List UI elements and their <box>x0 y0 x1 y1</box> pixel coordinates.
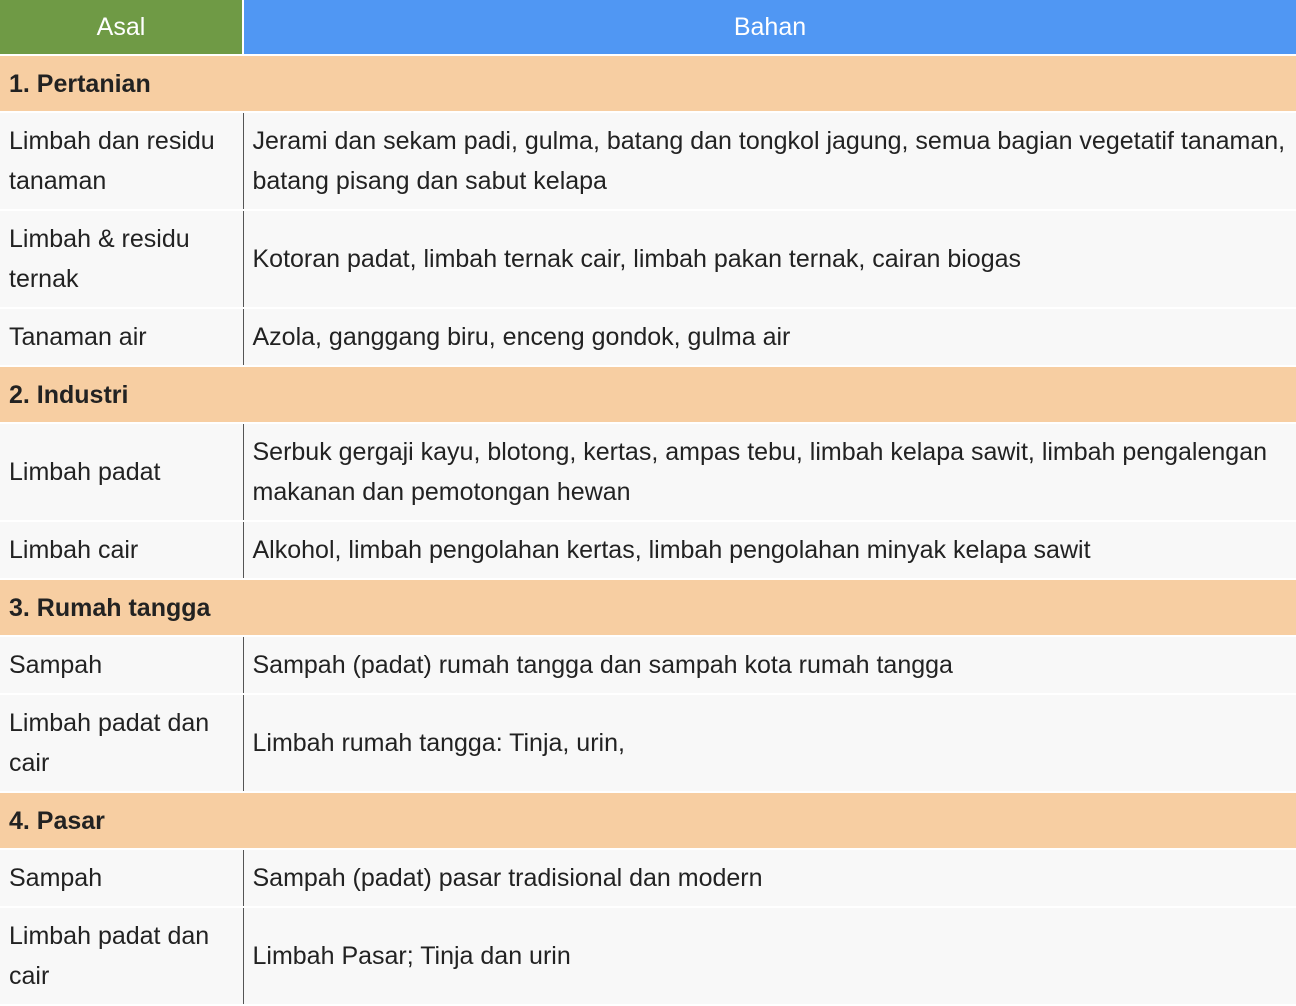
asal-cell: Tanaman air <box>0 308 243 366</box>
asal-cell: Limbah dan residu tanaman <box>0 112 243 210</box>
asal-cell: Sampah <box>0 636 243 694</box>
asal-cell: Limbah & residu ternak <box>0 210 243 308</box>
bahan-cell: Azola, ganggang biru, enceng gondok, gulma air <box>243 308 1296 366</box>
bahan-cell: Kotoran padat, limbah ternak cair, limbah pakan ternak, cairan biogas <box>243 210 1296 308</box>
bahan-cell: Alkohol, limbah pengolahan kertas, limbah pengolahan minyak kelapa sawit <box>243 521 1296 579</box>
table-row <box>0 849 1296 907</box>
table-row <box>0 308 1296 366</box>
category-title: 1. Pertanian <box>0 55 1296 112</box>
header-row <box>0 0 1296 55</box>
table-row <box>0 423 1296 521</box>
table-row <box>0 636 1296 694</box>
table-row <box>0 694 1296 792</box>
asal-cell: Limbah cair <box>0 521 243 579</box>
asal-cell: Limbah padat <box>0 423 243 521</box>
table-row <box>0 907 1296 1005</box>
table-row <box>0 521 1296 579</box>
asal-cell: Sampah <box>0 849 243 907</box>
category-title: 3. Rumah tangga <box>0 579 1296 636</box>
bahan-cell: Limbah rumah tangga: Tinja, urin, <box>243 694 1296 792</box>
category-row-pasar <box>0 792 1296 849</box>
header-bahan: Bahan <box>243 0 1296 55</box>
bahan-cell: Sampah (padat) rumah tangga dan sampah kota rumah tangga <box>243 636 1296 694</box>
category-title: 4. Pasar <box>0 792 1296 849</box>
bahan-cell: Jerami dan sekam padi, gulma, batang dan tongkol jagung, semua bagian vegetatif tanaman, batang pisang dan sabut kelapa <box>243 112 1296 210</box>
category-title: 2. Industri <box>0 366 1296 423</box>
header-asal: Asal <box>0 0 243 55</box>
category-row-industri <box>0 366 1296 423</box>
bahan-cell: Sampah (padat) pasar tradisional dan modern <box>243 849 1296 907</box>
asal-cell: Limbah padat dan cair <box>0 907 243 1005</box>
category-row-rumah-tangga <box>0 579 1296 636</box>
table-row <box>0 210 1296 308</box>
bahan-cell: Serbuk gergaji kayu, blotong, kertas, ampas tebu, limbah kelapa sawit, limbah pengalengan makanan dan pemotongan hewan <box>243 423 1296 521</box>
asal-cell: Limbah padat dan cair <box>0 694 243 792</box>
table-row <box>0 112 1296 210</box>
bahan-cell: Limbah Pasar; Tinja dan urin <box>243 907 1296 1005</box>
category-row-pertanian <box>0 55 1296 112</box>
